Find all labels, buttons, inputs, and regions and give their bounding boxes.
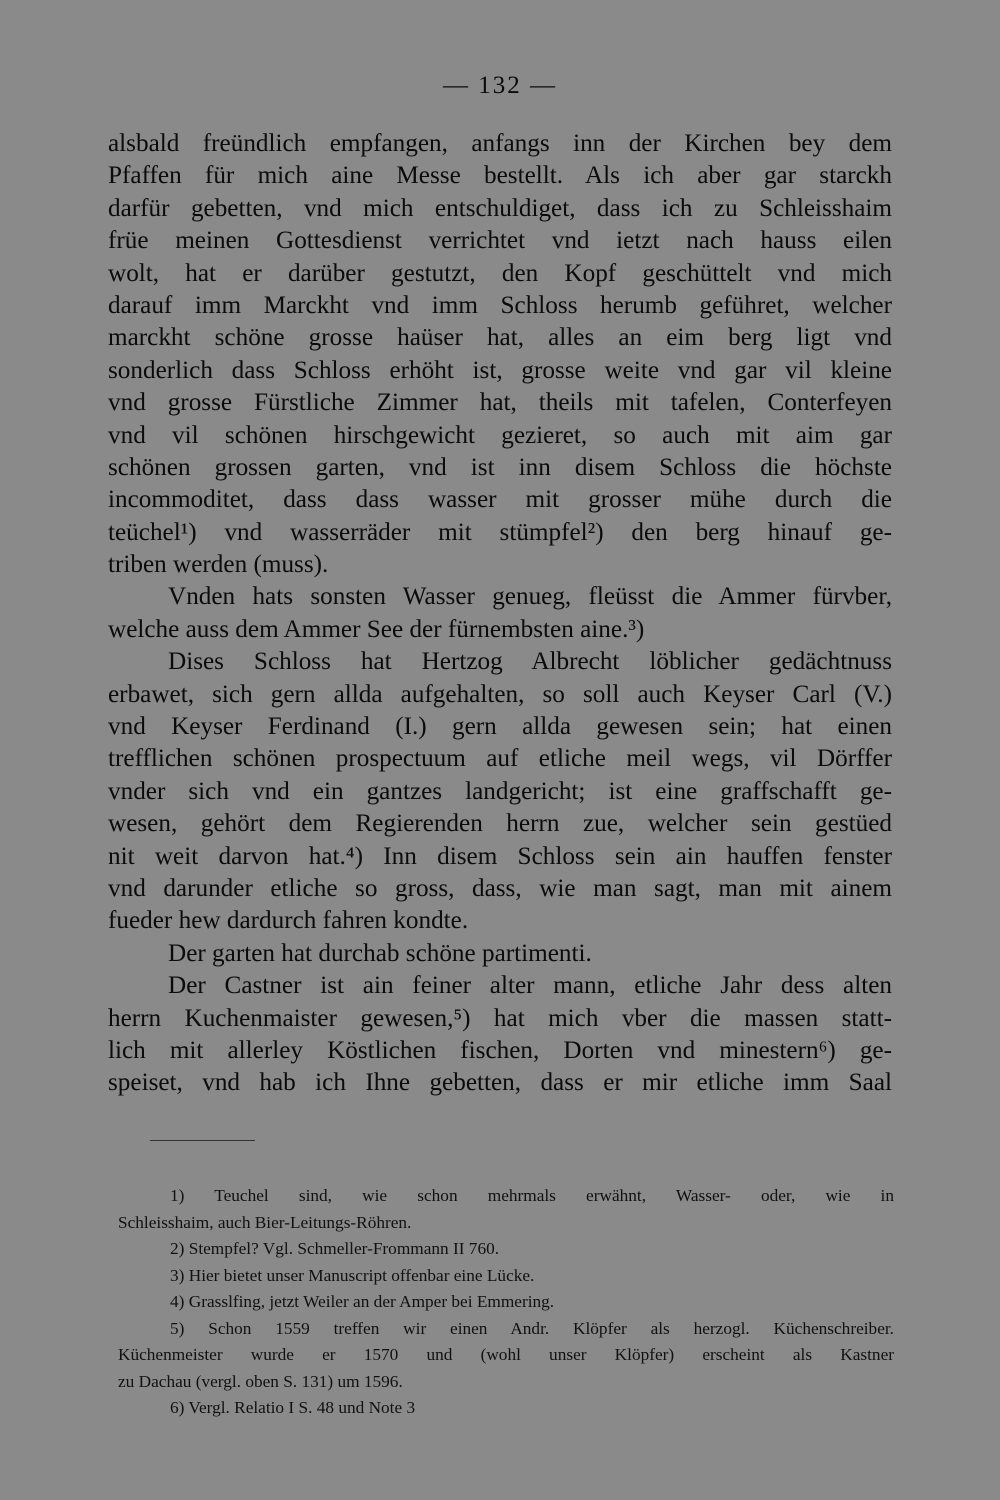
text-line: triben werden (muss). xyxy=(108,551,329,579)
text-line: früe meinen Gottesdienst verrichtet vnd ietzt nach hauss eilen xyxy=(108,227,892,255)
text-line: erbawet, sich gern allda aufgehalten, so soll auch Keyser Carl (V.) xyxy=(108,680,892,708)
text-line: wolt, hat er darüber gestutzt, den Kopf geschüttelt vnd mich xyxy=(108,259,892,287)
footnote-line: Schleisshaim, auch Bier-Leitungs-Röhren. xyxy=(118,1212,412,1232)
text-line: lich mit allerley Köstlichen fischen, Dorten vnd minestern⁶) ge- xyxy=(108,1036,892,1064)
text-line: herrn Kuchenmaister gewesen,⁵) hat mich vber die massen statt- xyxy=(108,1004,892,1032)
footnote-line: 6) Vergl. Relatio I S. 48 und Note 3 xyxy=(170,1398,416,1417)
text-line: teüchel¹) vnd wasserräder mit stümpfel²) den berg hinauf ge- xyxy=(108,518,892,546)
text-line: fueder hew dardurch fahren kondte. xyxy=(108,907,469,935)
footnotes xyxy=(118,1183,894,1422)
text-line: alsbald freündlich empfangen, anfangs inn der Kirchen bey dem xyxy=(108,130,892,157)
text-line: schönen grossen garten, vnd ist inn disem Schloss die höchste xyxy=(108,453,892,481)
text-line: Pfaffen für mich aine Messe bestellt. Als ich aber gar starckh xyxy=(108,162,892,190)
text-line: speiset, vnd hab ich Ihne gebetten, dass er mir etliche imm Saal xyxy=(108,1069,892,1097)
text-line: vnd grosse Fürstliche Zimmer hat, theils mit tafelen, Conterfeyen xyxy=(108,389,892,417)
text-line: vnd darunder etliche so gross, dass, wie man sagt, man mit ainem xyxy=(108,874,892,902)
footnote-line: 2) Stempfel? Vgl. Schmeller-Frommann II 760. xyxy=(170,1239,500,1258)
text-line: marckht schöne grosse haüser hat, alles an eim berg ligt vnd xyxy=(108,324,892,352)
footnote-line: Küchenmeister wurde er 1570 und (wohl unser Klöpfer) erscheint als Kastner xyxy=(118,1345,894,1364)
text-line: welche auss dem Ammer See der fürnembsten aine.³) xyxy=(108,615,645,643)
text-line: vnd Keyser Ferdinand (I.) gern allda gewesen sein; hat einen xyxy=(108,713,892,741)
page-number: — 132 — xyxy=(443,72,557,99)
footnote-line: 1) Teuchel sind, wie schon mehrmals erwähnt, Wasser- oder, wie in xyxy=(170,1186,894,1205)
footnote-line: 5) Schon 1559 treffen wir einen Andr. Klöpfer als herzogl. Küchenschreiber. xyxy=(170,1318,894,1338)
text-line: trefflichen schönen prospectuum auf etliche meil wegs, vil Dörffer xyxy=(108,745,892,773)
text-line: wesen, gehört dem Regierenden herrn zue, welcher sein gestüed xyxy=(108,810,892,838)
text-line: Vnden hats sonsten Wasser genueg, fleüsst die Ammer fürvber, xyxy=(168,583,892,611)
text-line: vnder sich vnd ein gantzes landgericht; ist eine graffschafft ge- xyxy=(108,777,892,805)
text-line: darauf imm Marckht vnd imm Schloss herumb geführet, welcher xyxy=(108,291,892,319)
text-line: Dises Schloss hat Hertzog Albrecht löblicher gedächtnuss xyxy=(168,648,892,676)
footnote-line: 4) Grasslfing, jetzt Weiler an der Amper bei Emmering. xyxy=(170,1292,555,1311)
text-line: Der Castner ist ain feiner alter mann, etliche Jahr dess alten xyxy=(168,972,892,1000)
body-text xyxy=(108,128,892,1100)
footnote-separator-rule xyxy=(150,1140,255,1141)
text-line: incommoditet, dass dass wasser mit grosser mühe durch die xyxy=(108,486,892,514)
text-line: darfür gebetten, vnd mich entschuldiget, dass ich zu Schleisshaim xyxy=(108,194,892,222)
footnote-line: 3) Hier bietet unser Manuscript offenbar eine Lücke. xyxy=(170,1265,535,1285)
text-line: vnd vil schönen hirschgewicht gezieret, so auch mit aim gar xyxy=(108,421,892,449)
text-line: nit weit darvon hat.⁴) Inn disem Schloss sein ain hauffen fenster xyxy=(108,842,892,870)
footnote-line: zu Dachau (vergl. oben S. 131) um 1596. xyxy=(118,1371,403,1391)
text-line: Der garten hat durchab schöne partimenti. xyxy=(168,939,592,967)
text-line: sonderlich dass Schloss erhöht ist, grosse weite vnd gar vil kleine xyxy=(108,356,892,384)
